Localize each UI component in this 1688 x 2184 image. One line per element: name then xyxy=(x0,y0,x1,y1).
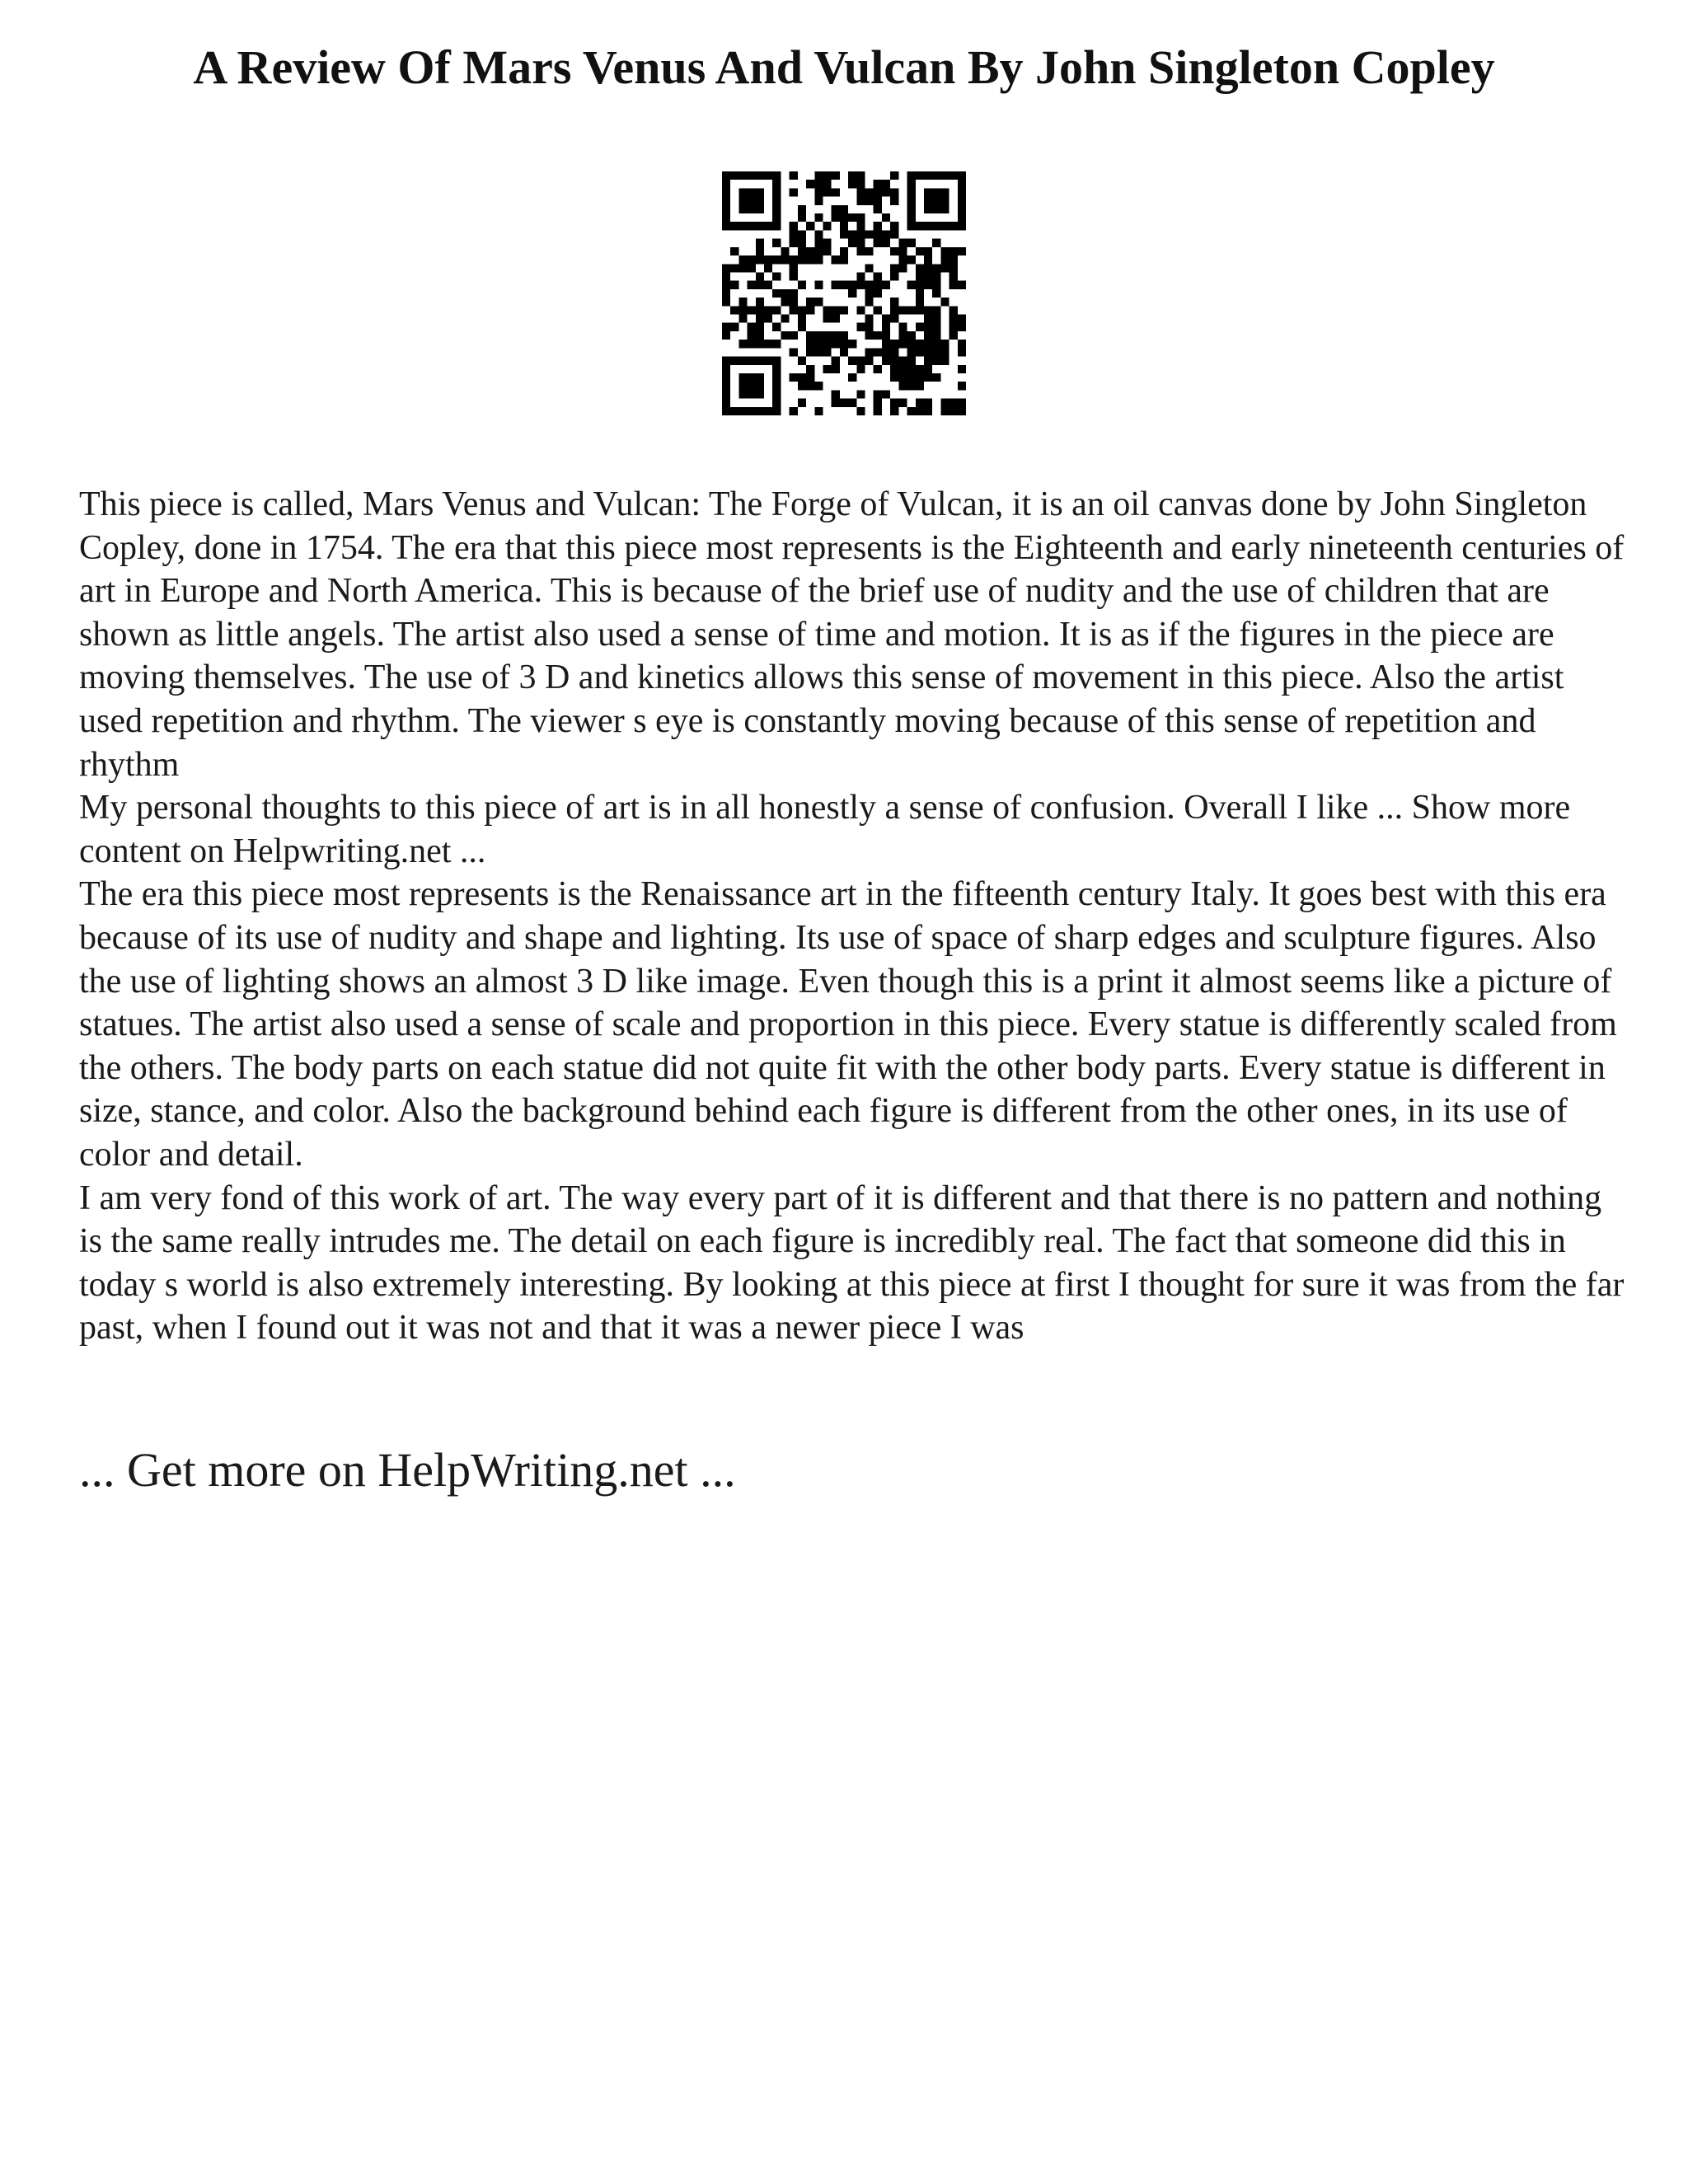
document-title: A Review Of Mars Venus And Vulcan By John Singleton Copley xyxy=(193,40,1495,94)
paragraph-4: I am very fond of this work of art. The way every part of it is different and that there is no pattern and nothing is the same really intrudes me. The detail on each figure is incredibly real. The fact that someone did this in today s world is also extremely interesting. By looking at this piece at first I thought for sure it was from the far past, when I found out it was not and that it was a newer piece I was xyxy=(79,1179,1625,1347)
get-more-link[interactable]: ... Get more on HelpWriting.net ... xyxy=(79,1443,736,1497)
paragraph-1: This piece is called, Mars Venus and Vulcan: The Forge of Vulcan, it is an oil canvas done by John Singleton Copley, done in 1754. The era that this piece most represents is the Eighteenth and early nineteenth centuries of art in Europe and North America. This is because of the brief use of nudity and the use of children that are shown as little angels. The artist also used a sense of time and motion. It is as if the figures in the piece are moving themselves. The use of 3 D and kinetics allows this sense of movement in this piece. Also the artist used repetition and rhythm. The viewer s eye is constantly moving because of this sense of repetition and rhythm xyxy=(79,485,1625,784)
qr-code-icon[interactable] xyxy=(722,171,966,415)
paragraph-3: The era this piece most represents is the Renaissance art in the fifteenth century Italy. It goes best with this era because of its use of nudity and shape and lighting. Its use of space of sharp edges and sculpture figures. Also the use of lighting shows an almost 3 D like image. Even though this is a print it almost seems like a picture of statues. The artist also used a sense of scale and proportion in this piece. Every statue is differently scaled from the others. The body parts on each statue did not quite fit with the other body parts. Every statue is different in size, stance, and color. Also the background behind each figure is different from the other ones, in its use of color and detail. xyxy=(79,875,1617,1174)
paragraph-2: My personal thoughts to this piece of art is in all honestly a sense of confusion. Overall I like ... Show more content on Helpwriting.net ... xyxy=(79,789,1571,870)
article-body xyxy=(79,483,1629,1350)
